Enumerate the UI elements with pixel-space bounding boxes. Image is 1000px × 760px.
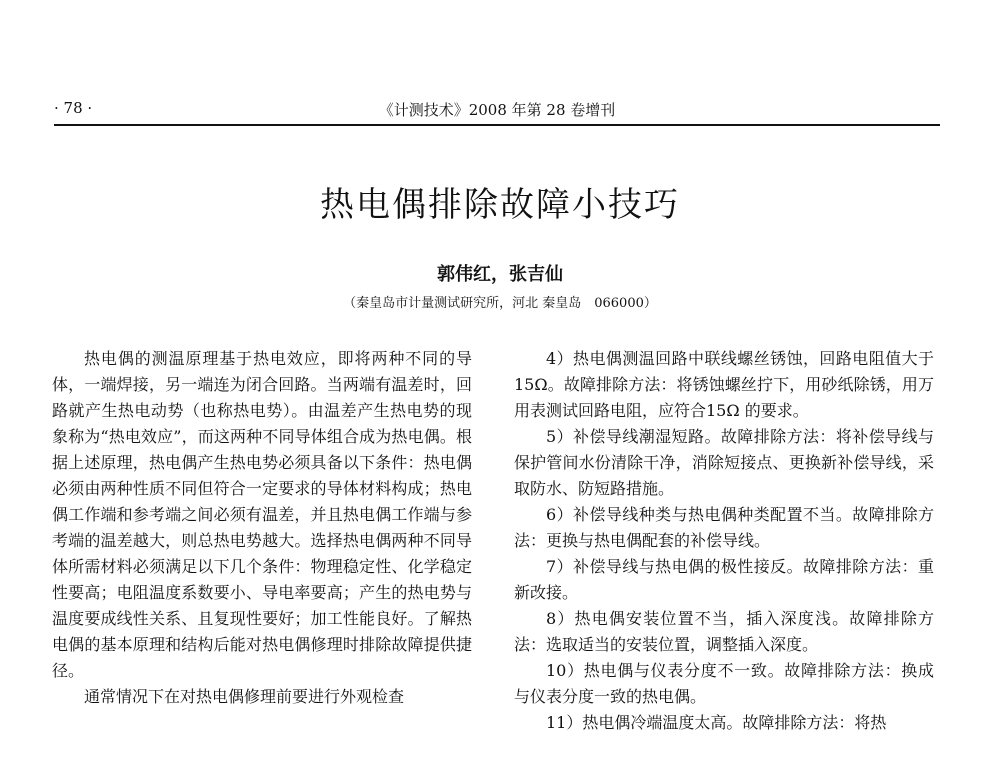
- paragraph: 通常情况下在对热电偶修理前要进行外观检查: [84, 687, 405, 706]
- article-authors: 郭伟红，张吉仙: [437, 264, 563, 285]
- left-column: [52, 346, 472, 760]
- page-number: · 78 ·: [54, 99, 93, 117]
- header-rule: [54, 124, 940, 126]
- article-title: 热电偶排除故障小技巧: [320, 185, 680, 225]
- paragraph: 8）热电偶安装位置不当，插入深度浅。故障排除方法：选取适当的安装位置，调整插入深度。: [514, 609, 934, 654]
- paragraph: 11）热电偶冷端温度太高。故障排除方法：将热: [546, 713, 887, 732]
- journal-title: 《计测技术》2008 年第 28 卷增刊: [378, 101, 616, 119]
- paragraph: 4）热电偶测温回路中联线螺丝锈蚀，回路电阻值大于15Ω。故障排除方法：将锈蚀螺丝拧下，用砂纸除锈，用万用表测试回路电阻，应符合15Ω 的要求。: [514, 349, 934, 420]
- right-column: [514, 346, 934, 760]
- paragraph: 7）补偿导线与热电偶的极性接反。故障排除方法：重新改接。: [514, 557, 934, 602]
- paragraph: 6）补偿导线种类与热电偶种类配置不当。故障排除方法：更换与热电偶配套的补偿导线。: [514, 505, 934, 550]
- paragraph: 热电偶的测温原理基于热电效应，即将两种不同的导体，一端焊接，另一端连为闭合回路。当两端有温差时，回路就产生热电动势（也称热电势）。由温差产生热电势的现象称为“热电效应”，而这两种不同导体组合成为热电偶。根据上述原理，热电偶产生热电势必须具备以下条件：热电偶必须由两种性质不同但符合一定要求的导体材料构成；热电偶工作端和参考端之间必须有温差，并且热电偶工作端与参考端的温差越大，则总热电势越大。选择热电偶两种不同导体所需材料必须满足以下几个条件：物理稳定性、化学稳定性要高；电阻温度系数要小、导电率要高；产生的热电势与温度要成线性关系、且复现性要好；加工性能良好。了解热电偶的基本原理和结构后能对热电偶修理时排除故障提供捷径。: [52, 349, 472, 680]
- paragraph: 5）补偿导线潮湿短路。故障排除方法：将补偿导线与保护管间水份清除干净，消除短接点、更换新补偿导线，采取防水、防短路措施。: [514, 427, 934, 498]
- author-affiliation: （秦皇岛市计量测试研究所，河北 秦皇岛 066000）: [343, 296, 657, 311]
- running-header: [54, 99, 940, 121]
- paragraph: 10）热电偶与仪表分度不一致。故障排除方法：换成与仪表分度一致的热电偶。: [514, 661, 934, 706]
